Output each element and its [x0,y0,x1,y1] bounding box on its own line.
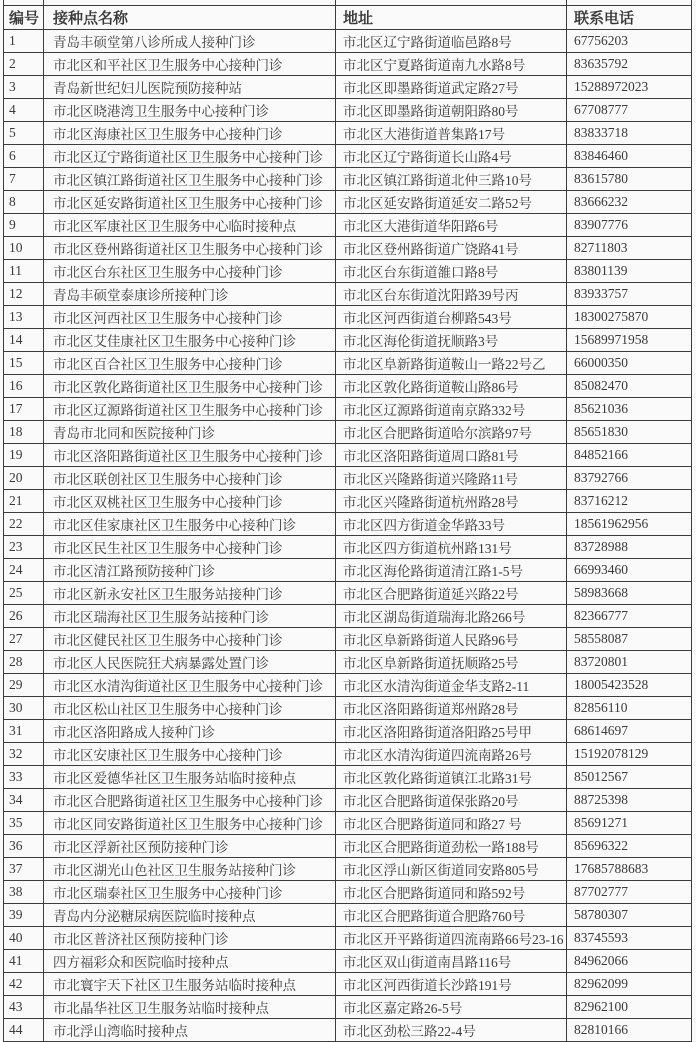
site-name-cell: 市北区健民社区卫生服务中心接种门诊 [44,627,336,650]
phone-cell: 83801139 [567,259,692,282]
row-number-cell: 19 [4,443,44,466]
address-cell: 市北区合肥路街道保张路20号 [336,788,567,811]
phone-cell: 67756203 [567,29,692,52]
table-row [4,742,692,765]
phone-cell: 83792766 [567,466,692,489]
site-name-cell: 市北区松山社区卫生服务中心接种门诊 [44,696,336,719]
row-number-cell: 27 [4,627,44,650]
site-name-cell: 市北区水清沟街道社区卫生服务中心接种门诊 [44,673,336,696]
row-number-cell: 23 [4,535,44,558]
col-header-phone: 联系电话 [567,5,692,29]
table-row [4,466,692,489]
address-cell: 市北区嘉定路26-5号 [336,995,567,1018]
table-row [4,190,692,213]
table-row [4,328,692,351]
address-cell: 市北区洛阳路街道洛阳路25号甲 [336,719,567,742]
site-name-cell: 市北区湖光山色社区卫生服务站接种门诊 [44,857,336,880]
phone-cell: 18561962956 [567,512,692,535]
table-row [4,581,692,604]
site-name-cell: 市北区百合社区卫生服务中心接种门诊 [44,351,336,374]
phone-cell: 15689971958 [567,328,692,351]
address-cell: 市北区水清沟街道金华支路2-11 [336,673,567,696]
address-cell: 市北区阜新路街道人民路96号 [336,627,567,650]
row-number-cell: 41 [4,949,44,972]
site-name-cell: 市北区敦化路街道社区卫生服务中心接种门诊 [44,374,336,397]
phone-cell: 85621036 [567,397,692,420]
address-cell: 市北区洛阳路街道周口路81号 [336,443,567,466]
address-cell: 市北区劲松三路22-4号 [336,1018,567,1041]
site-name-cell: 市北区佳家康社区卫生服务中心接种门诊 [44,512,336,535]
phone-cell: 85691271 [567,811,692,834]
phone-cell: 85012567 [567,765,692,788]
address-cell: 市北区兴隆路街道杭州路28号 [336,489,567,512]
address-cell: 市北区大港街道普集路17号 [336,121,567,144]
table-row [4,443,692,466]
address-cell: 市北区四方街道金华路33号 [336,512,567,535]
site-name-cell: 市北区安康社区卫生服务中心接种门诊 [44,742,336,765]
row-number-cell: 42 [4,972,44,995]
site-name-cell: 市北区人民医院狂犬病暴露处置门诊 [44,650,336,673]
site-name-cell: 市北区军康社区卫生服务中心临时接种点 [44,213,336,236]
site-name-cell: 市北区双桃社区卫生服务中心接种门诊 [44,489,336,512]
row-number-cell: 36 [4,834,44,857]
address-cell: 市北区辽宁路街道临邑路8号 [336,29,567,52]
phone-cell: 82711803 [567,236,692,259]
row-number-cell: 16 [4,374,44,397]
address-cell: 市北区即墨路街道朝阳路80号 [336,98,567,121]
phone-cell: 83745593 [567,926,692,949]
row-number-cell: 18 [4,420,44,443]
phone-cell: 82366777 [567,604,692,627]
row-number-cell: 35 [4,811,44,834]
address-cell: 市北区合肥路街道延兴路22号 [336,581,567,604]
phone-cell: 18300275870 [567,305,692,328]
site-name-cell: 市北区和平社区卫生服务中心接种门诊 [44,52,336,75]
table-row [4,420,692,443]
row-number-cell: 24 [4,558,44,581]
phone-cell: 15288972023 [567,75,692,98]
table-row [4,512,692,535]
phone-cell: 82962099 [567,972,692,995]
site-name-cell: 市北区瑞海社区卫生服务站接种门诊 [44,604,336,627]
address-cell: 市北区阜新路街道抚顺路25号 [336,650,567,673]
row-number-cell: 22 [4,512,44,535]
phone-cell: 83666232 [567,190,692,213]
phone-cell: 87702777 [567,880,692,903]
row-number-cell: 7 [4,167,44,190]
site-name-cell: 市北区普济社区预防接种门诊 [44,926,336,949]
site-name-cell: 四方福彩众和医院临时接种点 [44,949,336,972]
address-cell: 市北区合肥路街道合肥路760号 [336,903,567,926]
table-row [4,857,692,880]
site-name-cell: 市北区延安路街道社区卫生服务中心接种门诊 [44,190,336,213]
row-number-cell: 5 [4,121,44,144]
phone-cell: 58780307 [567,903,692,926]
site-name-cell: 市北区浮新社区预防接种门诊 [44,834,336,857]
row-number-cell: 12 [4,282,44,305]
site-name-cell: 市北区登州路街道社区卫生服务中心接种门诊 [44,236,336,259]
row-number-cell: 25 [4,581,44,604]
site-name-cell: 青岛市北同和医院接种门诊 [44,420,336,443]
address-cell: 市北区湖岛街道瑞海北路266号 [336,604,567,627]
site-name-cell: 市北区洛阳路街道社区卫生服务中心接种门诊 [44,443,336,466]
phone-cell: 58983668 [567,581,692,604]
site-name-cell: 市北区合肥路街道社区卫生服务中心接种门诊 [44,788,336,811]
phone-cell: 82856110 [567,696,692,719]
row-number-cell: 31 [4,719,44,742]
address-cell: 市北区河西街道台柳路543号 [336,305,567,328]
site-name-cell: 市北区辽宁路街道社区卫生服务中心接种门诊 [44,144,336,167]
row-number-cell: 20 [4,466,44,489]
address-cell: 市北区浮山新区街道同安路805号 [336,857,567,880]
site-name-cell: 市北寰宇天下社区卫生服务站临时接种点 [44,972,336,995]
phone-cell: 83907776 [567,213,692,236]
address-cell: 市北区兴隆路街道兴隆路11号 [336,466,567,489]
table-row [4,259,692,282]
phone-cell: 18005423528 [567,673,692,696]
row-number-cell: 14 [4,328,44,351]
phone-cell: 85082470 [567,374,692,397]
site-name-cell: 青岛丰硕堂泰康诊所接种门诊 [44,282,336,305]
row-number-cell: 11 [4,259,44,282]
phone-cell: 83833718 [567,121,692,144]
address-cell: 市北区镇江路街道北仲三路10号 [336,167,567,190]
row-number-cell: 21 [4,489,44,512]
address-cell: 市北区水清沟街道四流南路26号 [336,742,567,765]
table-row [4,167,692,190]
phone-cell: 85696322 [567,834,692,857]
col-header-number: 编号 [4,5,44,29]
table-body [4,29,692,1041]
row-number-cell: 8 [4,190,44,213]
row-number-cell: 39 [4,903,44,926]
row-number-cell: 9 [4,213,44,236]
site-name-cell: 市北区海康社区卫生服务中心接种门诊 [44,121,336,144]
table-row [4,811,692,834]
phone-cell: 83716212 [567,489,692,512]
phone-cell: 68614697 [567,719,692,742]
address-cell: 市北区合肥路街道同和路592号 [336,880,567,903]
address-cell: 市北区开平路街道四流南路66号23-16 [336,926,567,949]
row-number-cell: 3 [4,75,44,98]
address-cell: 市北区台东街道雒口路8号 [336,259,567,282]
row-number-cell: 13 [4,305,44,328]
site-name-cell: 市北区同安路街道社区卫生服务中心接种门诊 [44,811,336,834]
site-name-cell: 市北区晓港湾卫生服务中心接种门诊 [44,98,336,121]
table-row [4,650,692,673]
vaccination-sites-table [3,0,692,1042]
phone-cell: 17685788683 [567,857,692,880]
table-row [4,949,692,972]
site-name-cell: 市北区河西社区卫生服务中心接种门诊 [44,305,336,328]
address-cell: 市北区合肥路街道同和路27 号 [336,811,567,834]
table-row [4,535,692,558]
phone-cell: 88725398 [567,788,692,811]
address-cell: 市北区合肥路街道哈尔滨路97号 [336,420,567,443]
table-row [4,52,692,75]
row-number-cell: 44 [4,1018,44,1041]
table-row [4,489,692,512]
row-number-cell: 40 [4,926,44,949]
address-cell: 市北区台东街道沈阳路39号丙 [336,282,567,305]
row-number-cell: 38 [4,880,44,903]
phone-cell: 58558087 [567,627,692,650]
table-row [4,121,692,144]
row-number-cell: 1 [4,29,44,52]
table-row [4,98,692,121]
site-name-cell: 市北区联创社区卫生服务中心接种门诊 [44,466,336,489]
table-row [4,1018,692,1041]
table-row [4,926,692,949]
table-row [4,236,692,259]
phone-cell: 83720801 [567,650,692,673]
address-cell: 市北区大港街道华阳路6号 [336,213,567,236]
site-name-cell: 市北区新永安社区卫生服务站接种门诊 [44,581,336,604]
address-cell: 市北区合肥路街道劲松一路188号 [336,834,567,857]
site-name-cell: 市北晶华社区卫生服务站临时接种点 [44,995,336,1018]
table-row [4,788,692,811]
table-row [4,880,692,903]
site-name-cell: 市北区辽源路街道社区卫生服务中心接种门诊 [44,397,336,420]
site-name-cell: 市北浮山湾临时接种点 [44,1018,336,1041]
address-cell: 市北区即墨路街道武定路27号 [336,75,567,98]
row-number-cell: 29 [4,673,44,696]
row-number-cell: 4 [4,98,44,121]
phone-cell: 84852166 [567,443,692,466]
phone-cell: 82962100 [567,995,692,1018]
row-number-cell: 15 [4,351,44,374]
site-name-cell: 市北区台东社区卫生服务中心接种门诊 [44,259,336,282]
row-number-cell: 43 [4,995,44,1018]
phone-cell: 83615780 [567,167,692,190]
site-name-cell: 市北区艾佳康社区卫生服务中心接种门诊 [44,328,336,351]
site-name-cell: 市北区洛阳路成人接种门诊 [44,719,336,742]
header-row [4,5,692,29]
row-number-cell: 2 [4,52,44,75]
address-cell: 市北区辽源路街道南京路332号 [336,397,567,420]
row-number-cell: 10 [4,236,44,259]
table-row [4,305,692,328]
table-row [4,213,692,236]
phone-cell: 15192078129 [567,742,692,765]
col-header-site-name: 接种点名称 [44,5,336,29]
row-number-cell: 26 [4,604,44,627]
site-name-cell: 市北区瑞泰社区卫生服务中心接种门诊 [44,880,336,903]
address-cell: 市北区敦化路街道镇江北路31号 [336,765,567,788]
table-row [4,75,692,98]
row-number-cell: 37 [4,857,44,880]
site-name-cell: 青岛新世纪妇儿医院预防接种站 [44,75,336,98]
address-cell: 市北区阜新路街道鞍山一路22号乙 [336,351,567,374]
address-cell: 市北区宁夏路街道南九水路8号 [336,52,567,75]
table-head [4,0,692,29]
address-cell: 市北区延安路街道延安二路52号 [336,190,567,213]
row-number-cell: 33 [4,765,44,788]
phone-cell: 82810166 [567,1018,692,1041]
address-cell: 市北区双山街道南昌路116号 [336,949,567,972]
phone-cell: 83846460 [567,144,692,167]
row-number-cell: 28 [4,650,44,673]
site-name-cell: 青岛丰硕堂第八诊所成人接种门诊 [44,29,336,52]
table-row [4,29,692,52]
phone-cell: 83933757 [567,282,692,305]
address-cell: 市北区海伦街道抚顺路3号 [336,328,567,351]
row-number-cell: 34 [4,788,44,811]
table-row [4,282,692,305]
table-row [4,719,692,742]
site-name-cell: 市北区清江路预防接种门诊 [44,558,336,581]
table-row [4,995,692,1018]
row-number-cell: 6 [4,144,44,167]
col-header-address: 地址 [336,5,567,29]
site-name-cell: 市北区民生社区卫生服务中心接种门诊 [44,535,336,558]
address-cell: 市北区海伦路街道清江路1-5号 [336,558,567,581]
row-number-cell: 32 [4,742,44,765]
address-cell: 市北区登州路街道广饶路41号 [336,236,567,259]
phone-cell: 66993460 [567,558,692,581]
table-row [4,765,692,788]
row-number-cell: 17 [4,397,44,420]
table-row [4,374,692,397]
site-name-cell: 市北区镇江路街道社区卫生服务中心接种门诊 [44,167,336,190]
table-row [4,351,692,374]
table-row [4,696,692,719]
table-row [4,144,692,167]
address-cell: 市北区敦化路街道鞍山路86号 [336,374,567,397]
address-cell: 市北区河西街道长沙路191号 [336,972,567,995]
table-row [4,627,692,650]
table-row [4,972,692,995]
phone-cell: 84962066 [567,949,692,972]
site-name-cell: 青岛内分泌糖尿病医院临时接种点 [44,903,336,926]
row-number-cell: 30 [4,696,44,719]
table-row [4,558,692,581]
phone-cell: 85651830 [567,420,692,443]
table-row [4,673,692,696]
phone-cell: 67708777 [567,98,692,121]
table-row [4,834,692,857]
address-cell: 市北区洛阳路街道郑州路28号 [336,696,567,719]
table-row [4,903,692,926]
address-cell: 市北区四方街道杭州路131号 [336,535,567,558]
table-row [4,397,692,420]
site-name-cell: 市北区爱德华社区卫生服务站临时接种点 [44,765,336,788]
table-row [4,604,692,627]
address-cell: 市北区辽宁路街道长山路4号 [336,144,567,167]
phone-cell: 83635792 [567,52,692,75]
phone-cell: 83728988 [567,535,692,558]
phone-cell: 66000350 [567,351,692,374]
